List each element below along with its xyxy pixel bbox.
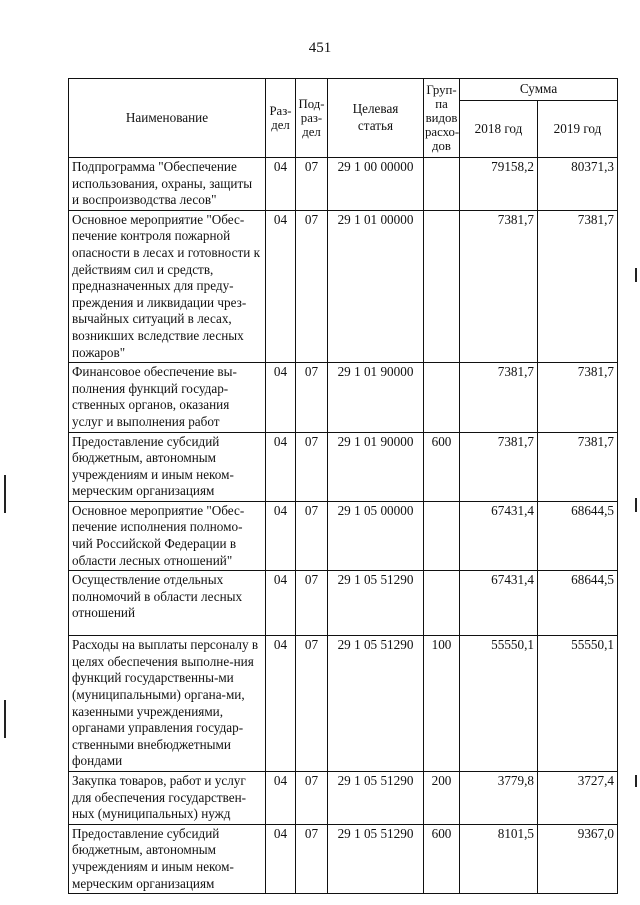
table-row	[69, 571, 618, 636]
cell-target: 29 1 01 00000	[328, 210, 424, 362]
header-2018: 2018 год	[460, 101, 538, 158]
cell-target: 29 1 05 51290	[328, 571, 424, 636]
cell-group	[424, 571, 460, 636]
cell-podrazdel: 07	[296, 363, 328, 432]
cell-2018: 8101,5	[460, 824, 538, 893]
cell-2018: 7381,7	[460, 363, 538, 432]
cell-podrazdel: 07	[296, 210, 328, 362]
cell-2019: 68644,5	[538, 571, 618, 636]
cell-name: Основное мероприятие "Обес-печение исполнения полномо-чий Российской Федерации в области лесных отношений"	[69, 501, 266, 570]
cell-razdel: 04	[266, 571, 296, 636]
scan-mark	[635, 268, 637, 282]
cell-name: Осуществление отдельных полномочий в области лесных отношений	[69, 571, 266, 636]
cell-group: 600	[424, 824, 460, 893]
cell-target: 29 1 01 90000	[328, 432, 424, 501]
cell-2018: 79158,2	[460, 158, 538, 211]
cell-2018: 67431,4	[460, 571, 538, 636]
cell-group	[424, 501, 460, 570]
cell-group: 200	[424, 772, 460, 825]
cell-name: Основное мероприятие "Обес-печение контроля пожарной опасности в лесах и готовности к действиям сил и средств, предназначенных для преду-преждения и ликвидации чрез-вычайных ситуаций в лесах, возникших вследствие лесных пожаров"	[69, 210, 266, 362]
cell-target: 29 1 05 51290	[328, 772, 424, 825]
cell-group	[424, 158, 460, 211]
table-row	[69, 210, 618, 362]
cell-2019: 68644,5	[538, 501, 618, 570]
cell-razdel: 04	[266, 501, 296, 570]
cell-2019: 55550,1	[538, 636, 618, 772]
cell-name: Предоставление субсидий бюджетным, автономным учреждениям и иным неком-мерческим организациям	[69, 432, 266, 501]
cell-podrazdel: 07	[296, 772, 328, 825]
cell-2018: 7381,7	[460, 210, 538, 362]
cell-podrazdel: 07	[296, 158, 328, 211]
cell-2019: 7381,7	[538, 363, 618, 432]
table-row	[69, 158, 618, 211]
cell-2018: 7381,7	[460, 432, 538, 501]
cell-target: 29 1 05 00000	[328, 501, 424, 570]
header-name: Наименование	[69, 79, 266, 158]
cell-2019: 80371,3	[538, 158, 618, 211]
cell-name: Расходы на выплаты персоналу в целях обеспечения выполне-ния функций государственны-ми (муниципальными) органа-ми, казенными учреждениями, органами управления государ-ственными внебюджетными фондами	[69, 636, 266, 772]
cell-name: Подпрограмма "Обеспечение использования, охраны, защиты и воспроизводства лесов"	[69, 158, 266, 211]
header-razdel: Раз- дел	[266, 79, 296, 158]
cell-group	[424, 210, 460, 362]
cell-2018: 67431,4	[460, 501, 538, 570]
cell-target: 29 1 05 51290	[328, 636, 424, 772]
cell-group: 100	[424, 636, 460, 772]
table-row	[69, 824, 618, 893]
cell-razdel: 04	[266, 158, 296, 211]
cell-razdel: 04	[266, 210, 296, 362]
cell-razdel: 04	[266, 432, 296, 501]
cell-name: Предоставление субсидий бюджетным, автономным учреждениям и иным неком-мерческим организациям	[69, 824, 266, 893]
cell-razdel: 04	[266, 636, 296, 772]
table-row	[69, 432, 618, 501]
cell-2019: 9367,0	[538, 824, 618, 893]
cell-target: 29 1 05 51290	[328, 824, 424, 893]
header-podrazdel: Под- раз- дел	[296, 79, 328, 158]
cell-target: 29 1 01 90000	[328, 363, 424, 432]
cell-2018: 55550,1	[460, 636, 538, 772]
scan-mark	[4, 475, 6, 513]
cell-podrazdel: 07	[296, 501, 328, 570]
cell-podrazdel: 07	[296, 571, 328, 636]
cell-name: Финансовое обеспечение вы-полнения функций государ-ственных органов, оказания услуг и выполнения работ	[69, 363, 266, 432]
header-sum: Сумма	[460, 79, 618, 101]
cell-2018: 3779,8	[460, 772, 538, 825]
cell-podrazdel: 07	[296, 824, 328, 893]
cell-group: 600	[424, 432, 460, 501]
header-target: Целевая статья	[328, 79, 424, 158]
cell-podrazdel: 07	[296, 636, 328, 772]
header-group: Груп- па видов расхо- дов	[424, 79, 460, 158]
cell-2019: 7381,7	[538, 210, 618, 362]
header-2019: 2019 год	[538, 101, 618, 158]
scan-mark	[635, 498, 637, 512]
cell-podrazdel: 07	[296, 432, 328, 501]
cell-target: 29 1 00 00000	[328, 158, 424, 211]
table-row	[69, 772, 618, 825]
cell-2019: 7381,7	[538, 432, 618, 501]
cell-razdel: 04	[266, 772, 296, 825]
cell-name: Закупка товаров, работ и услуг для обеспечения государствен-ных (муниципальных) нужд	[69, 772, 266, 825]
page-number: 451	[308, 40, 332, 56]
cell-razdel: 04	[266, 363, 296, 432]
scan-mark	[635, 775, 637, 787]
cell-razdel: 04	[266, 824, 296, 893]
table-row	[69, 501, 618, 570]
cell-2019: 3727,4	[538, 772, 618, 825]
budget-table	[68, 78, 618, 894]
scan-mark	[4, 700, 6, 738]
table-row	[69, 363, 618, 432]
cell-group	[424, 363, 460, 432]
table-row	[69, 636, 618, 772]
